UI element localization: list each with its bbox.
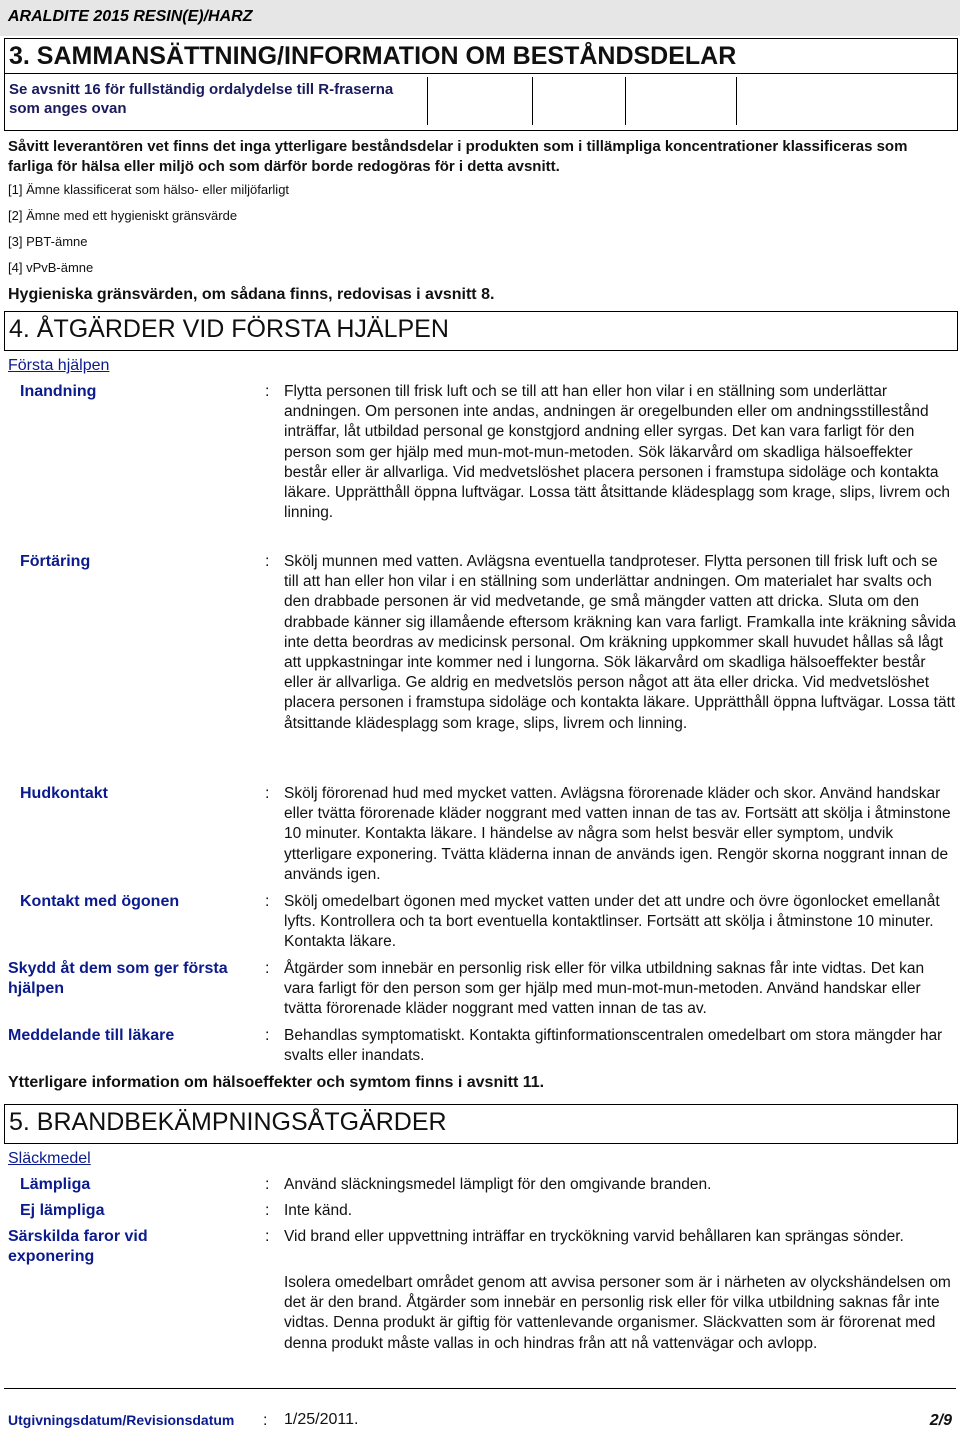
section-4-header — [4, 311, 958, 351]
note-to-physician-label: Meddelande till läkare — [8, 1027, 175, 1044]
document-title: ARALDITE 2015 RESIN(E)/HARZ — [8, 8, 253, 25]
suitable-media-text: Använd släckningsmedel lämpligt för den omgivande branden. — [284, 1176, 712, 1193]
colon-separator: : — [265, 1202, 270, 1219]
inhalation-label: Inandning — [20, 383, 97, 400]
footnote-1: [1] Ämne klassificerat som hälso- eller miljöfarligt — [8, 182, 290, 197]
eye-contact-text: Skölj omedelbart ögonen med mycket vatten under det att undre och övre ögonlocket emellanåt lyfts. Kontrollera och ta bort eventuella kontaktlinser. Fortsätt att skölja i åtminstone 10 minuter. Kontakta läkare. — [284, 893, 940, 951]
colon-separator: : — [265, 1176, 270, 1193]
section-5-title: 5. BRANDBEKÄMPNINGSÅTGÄRDER — [9, 1108, 447, 1136]
unsuitable-media-label: Ej lämpliga — [20, 1202, 105, 1219]
table-cell — [625, 77, 737, 125]
colon-separator: : — [265, 893, 270, 910]
unsuitable-media-text: Inte känd. — [284, 1202, 353, 1219]
colon-separator: : — [263, 1412, 268, 1429]
colon-separator: : — [265, 383, 270, 400]
section-3-header — [4, 38, 958, 74]
suitable-media-label: Lämpliga — [20, 1176, 91, 1193]
note-to-physician-text: Behandlas symptomatiskt. Kontakta giftinformationscentralen omedelbart om stora mängder har svalts eller inandats. — [284, 1027, 943, 1065]
colon-separator: : — [265, 1228, 270, 1245]
further-information: Ytterligare information om hälsoeffekter och symtom finns i avsnitt 11. — [8, 1074, 545, 1091]
footnote-2: [2] Ämne med ett hygieniskt gränsvärde — [8, 208, 238, 223]
revision-date-value: 1/25/2011. — [284, 1411, 359, 1428]
first-aid-subheading: Första hjälpen — [8, 357, 110, 374]
footer-divider — [4, 1388, 956, 1389]
extinguishing-media-subheading: Släckmedel — [8, 1150, 91, 1167]
colon-separator: : — [265, 1027, 270, 1044]
first-aider-protection-label: Skydd åt dem som ger första hjälpen — [8, 960, 228, 997]
ingestion-text: Skölj munnen med vatten. Avlägsna eventuella tandproteser. Flytta personen till frisk luft och se till att han eller hon vilar i en ställning som underlättar andningen. Om materialet har svalts och den drabbade personen är vid medvetande, ge små mängder vatten att dricka. Sluta om den drabbade känner sig illamående eftersom kräkning kan vara farligt. Framkalla inte kräkning såvida inte detta beordras av medicinsk personal. Om kräkning uppkommer skall huvudet hållas så lågt att uppkastningar inte kommer ned i lungorna. Sök läkarvård om skadliga hälsoeffekter består eller är allvarliga. Ge aldrig en medvetslös person något att äta eller dricka. Vid medvetslöshet placera personen i framstupa sidoläge och kontakta läkare. Upprätthåll öppna luftvägar. Lossa tätt åtsittande klädesplagg som krage, slips, livrem och linning. — [284, 553, 957, 732]
page-number: 2/9 — [929, 1412, 952, 1429]
eye-contact-label: Kontakt med ögonen — [20, 893, 180, 910]
special-hazards-text-continued: Isolera omedelbart området genom att avvisa personer som är i närheten av olyckshändelsen om det är den brand. Åtgärder som innebär en personlig risk eller för vilka utbildning saknas får inte vidtas. Denna produkt är giftig för vattenlevande organismer. Släckvatten som är förorenat med denna produkt måste vallas in och hindras från att nå vattenvägar och avlopp. — [284, 1274, 951, 1352]
inhalation-text: Flytta personen till frisk luft och se till att han eller hon vilar i en ställning som underlättar andningen. Om personen inte andas, andningen är oregelbunden eller om andningsstillestånd inträffar, låt utbildad personal ge konstgjord andning eller syrgas. Det kan vara farligt för den person som ger hjälp med mun-mot-mun-metoden. Sök läkarvård om skadliga hälsoeffekter består eller är allvarliga. Vid medvetslöshet placera personen i framstupa sidoläge och kontakta läkare. Upprätthåll öppna luftvägar. Lossa tätt åtsittande klädesplagg som krage, slips, livrem och linning. — [284, 383, 951, 522]
special-hazards-text: Vid brand eller uppvettning inträffar en tryckökning varvid behållaren kan sprängas sönder. — [284, 1228, 904, 1245]
colon-separator: : — [265, 553, 270, 570]
composition-table-row — [4, 72, 958, 131]
section-4-title: 4. ÅTGÄRDER VID FÖRSTA HJÄLPEN — [9, 315, 449, 343]
r-phrase-note: Se avsnitt 16 för fullständig ordalydelse till R-fraserna som anges ovan — [9, 81, 394, 117]
section-3-title: 3. SAMMANSÄTTNING/INFORMATION OM BESTÅNDSDELAR — [9, 42, 737, 70]
exposure-limits-note: Hygieniska gränsvärden, om sådana finns, redovisas i avsnitt 8. — [8, 286, 495, 303]
table-cell — [427, 77, 533, 125]
skin-contact-label: Hudkontakt — [20, 785, 108, 802]
colon-separator: : — [265, 960, 270, 977]
colon-separator: : — [265, 785, 270, 802]
special-hazards-label: Särskilda faror vid exponering — [8, 1228, 148, 1265]
footnote-4: [4] vPvB-ämne — [8, 260, 94, 275]
composition-statement: Såvitt leverantören vet finns det inga ytterligare beståndsdelar i produkten som i tillämpliga koncentrationer klassificeras som farliga för hälsa eller miljö och som därför borde redogöras för i detta avsnitt. — [8, 138, 908, 175]
ingestion-label: Förtäring — [20, 553, 91, 570]
footnote-3: [3] PBT-ämne — [8, 234, 88, 249]
skin-contact-text: Skölj förorenad hud med mycket vatten. Avlägsna förorenade kläder och skor. Använd handskar eller tvätta förorenade kläder noggrant med vatten innan de tas av. Fortsätt att skölja i åtminstone 10 minuter. Kontakta läkare. I händelse av några som helst besvär eller symptom, undvik ytterligare exponering. Tvätta kläderna innan de används igen. Rengör skorna noggrant innan de används igen. — [284, 785, 951, 883]
revision-date-label: Utgivningsdatum/Revisionsdatum — [8, 1412, 235, 1428]
section-5-header — [4, 1104, 958, 1144]
first-aider-protection-text: Åtgärder som innebär en personlig risk eller för vilka utbildning saknas får inte vidtas. Det kan vara farligt för den person som ger hjälp med mun-mot-mun-metoden. Använd handskar eller tvätta förorenade kläder noggrant med vatten innan de tas av. — [284, 960, 925, 1018]
